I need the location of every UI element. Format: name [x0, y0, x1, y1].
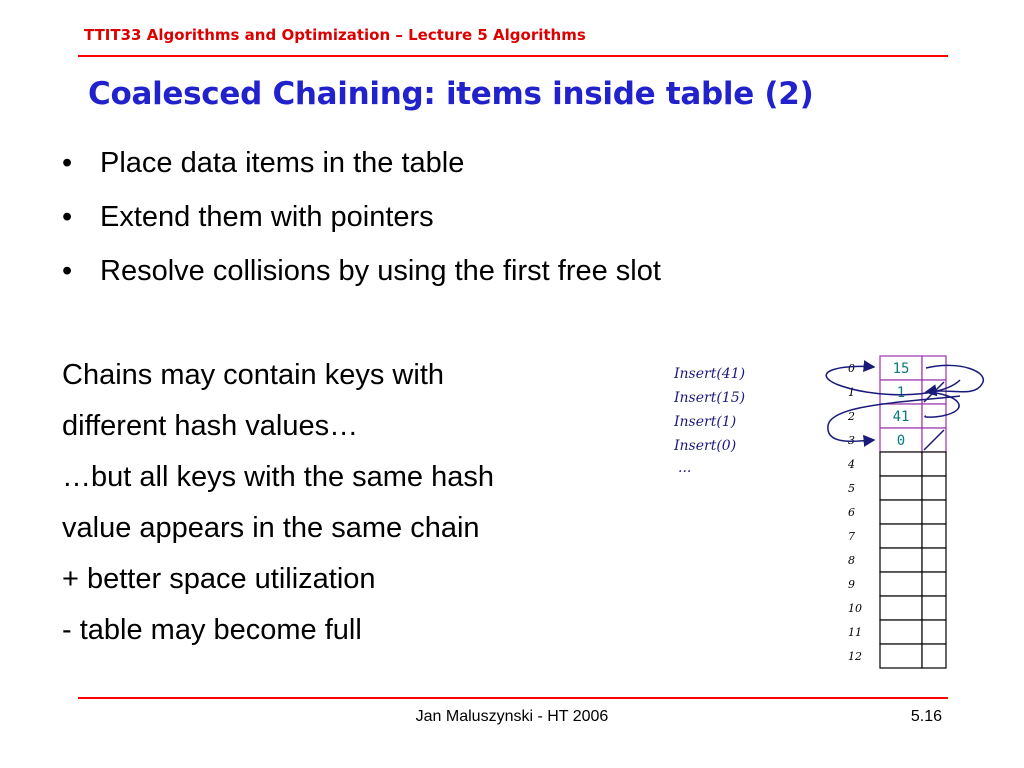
table-cell-pointer	[922, 452, 946, 476]
body-text	[62, 352, 662, 658]
course-header: TTIT33 Algorithms and Optimization – Lecture 5 Algorithms	[84, 26, 586, 44]
operation-label: Insert(41)	[674, 366, 746, 382]
table-cell-pointer	[922, 596, 946, 620]
table-cell-value	[880, 572, 922, 596]
bullet-item	[62, 140, 942, 194]
table-cell-value	[880, 500, 922, 524]
slot-index: 7	[848, 530, 855, 543]
slot-index: 9	[848, 578, 855, 591]
table-cell-value	[880, 524, 922, 548]
table-cell-pointer	[922, 524, 946, 548]
table-cell-key: 1	[896, 385, 906, 401]
operation-label: Insert(1)	[674, 414, 737, 430]
table-cell-key: 41	[892, 409, 910, 425]
slot-index: 1	[848, 386, 855, 399]
operation-list	[673, 366, 745, 476]
bullet-text: Extend them with pointers	[100, 201, 434, 233]
table-cell-pointer	[922, 644, 946, 668]
operation-label: ...	[678, 460, 692, 476]
hash-table-diagram	[660, 340, 1000, 680]
bullet-text: Place data items in the table	[100, 147, 465, 179]
body-line: + better space utilization	[62, 563, 376, 595]
header-divider	[78, 55, 948, 57]
table-cell-key: 0	[896, 433, 906, 449]
bullet-icon: •	[62, 147, 73, 179]
slot-index: 11	[848, 626, 862, 639]
table-cell-pointer	[922, 548, 946, 572]
slot-index: 2	[848, 410, 855, 423]
slide-title: Coalesced Chaining: items inside table (2)	[88, 76, 814, 112]
table-cell-key: 15	[892, 361, 910, 377]
bullet-icon: •	[62, 255, 73, 287]
slot-index: 12	[848, 650, 862, 663]
table-cell-value	[880, 644, 922, 668]
table-cell-pointer	[922, 620, 946, 644]
table-cell-value	[880, 452, 922, 476]
body-line: different hash values…	[62, 410, 359, 442]
body-line: - table may become full	[62, 614, 362, 646]
table-cell-pointer	[922, 500, 946, 524]
slot-index: 6	[848, 506, 855, 519]
table-cell-value	[880, 596, 922, 620]
footer-author: Jan Maluszynski - HT 2006	[415, 708, 609, 725]
operation-label: Insert(0)	[674, 438, 737, 454]
slot-index: 0	[848, 362, 855, 375]
slot-index: 4	[848, 458, 855, 471]
table-cell-pointer	[922, 572, 946, 596]
body-line: Chains may contain keys with	[62, 359, 444, 391]
body-line: …but all keys with the same hash	[62, 461, 494, 493]
table-cell-value	[880, 548, 922, 572]
bullet-text: Resolve collisions by using the first free slot	[100, 255, 661, 287]
footer-divider	[78, 697, 948, 699]
bullet-icon: •	[62, 201, 73, 233]
body-line: value appears in the same chain	[62, 512, 480, 544]
bullet-item	[62, 194, 942, 248]
slot-index: 10	[848, 602, 862, 615]
bullet-item	[62, 248, 942, 302]
table-cell-pointer	[922, 476, 946, 500]
page-number: 5.16	[910, 708, 942, 725]
operation-label: Insert(15)	[674, 390, 746, 406]
table-cell-value	[880, 620, 922, 644]
slot-index: 3	[848, 434, 855, 447]
slot-index: 5	[848, 482, 855, 495]
bullet-list	[62, 140, 942, 302]
slot-index: 8	[848, 554, 855, 567]
table-cell-value	[880, 476, 922, 500]
table-cell-pointer	[922, 356, 946, 380]
